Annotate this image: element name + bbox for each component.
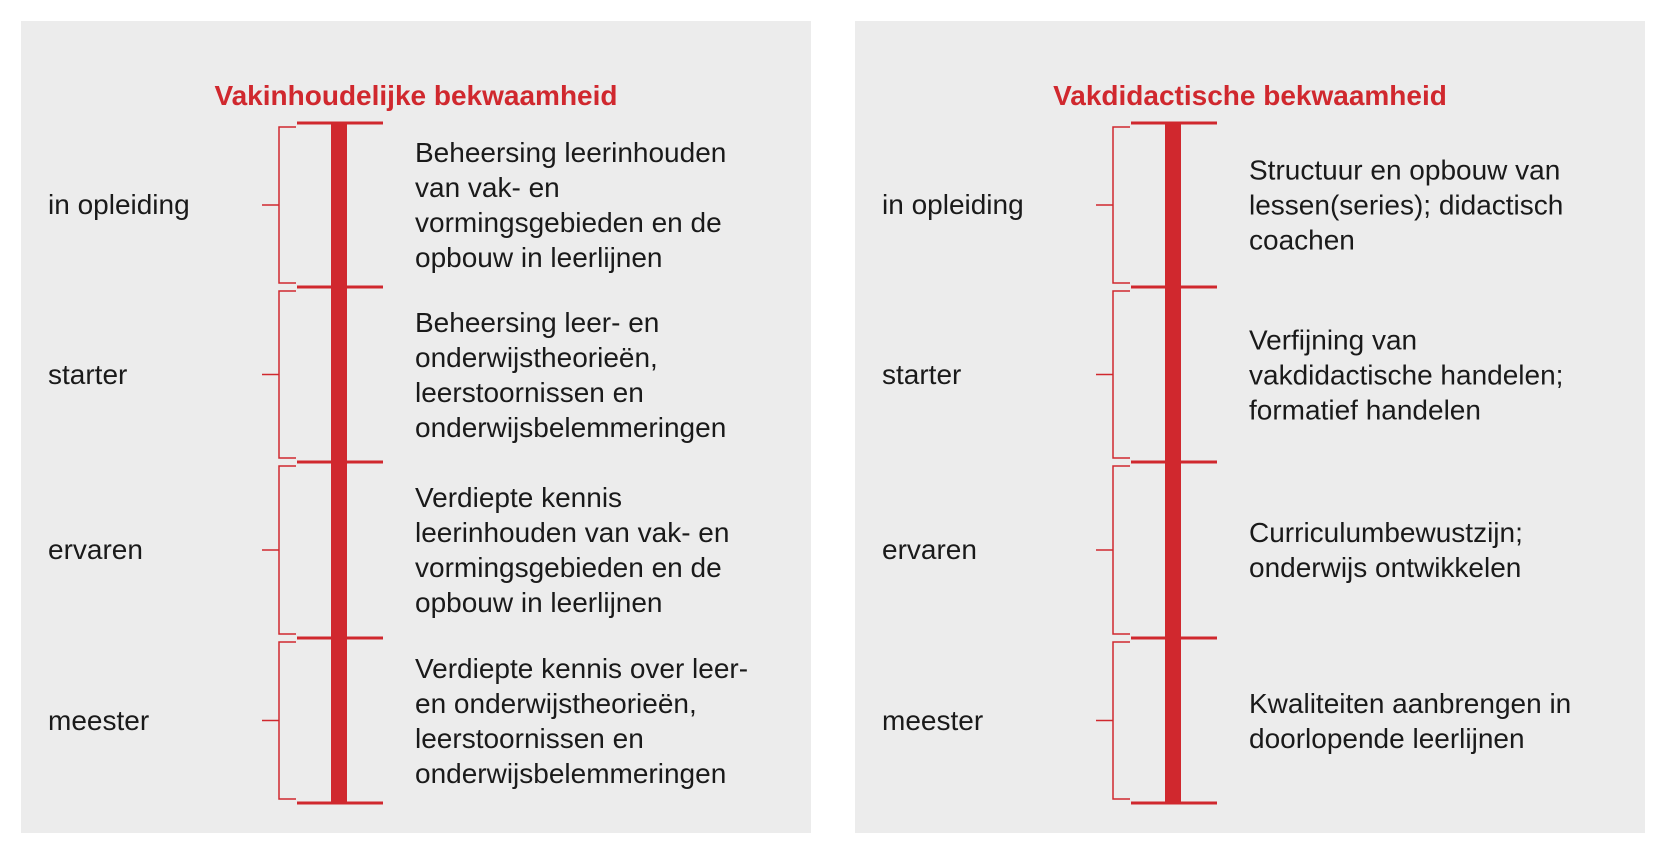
- stage-bracket: [262, 127, 296, 283]
- stage-bracket: [262, 642, 296, 799]
- stage-bracket: [1096, 291, 1130, 458]
- stage-bracket: [262, 291, 296, 458]
- stage-bracket: [262, 466, 296, 634]
- stage-description: Beheersing leerinhouden van vak- en vormingsgebieden en de opbouw in leerlijnen: [415, 137, 727, 273]
- stage-description: Verdiepte kennis leerinhouden van vak- en vormingsgebieden en de opbouw in leerlijnen: [415, 482, 730, 618]
- stage-label: in opleiding: [882, 189, 1024, 220]
- stage-bracket: [1096, 127, 1130, 283]
- stage-description: Verdiepte kennis over leer- en onderwijstheorieën, leerstoornissen en onderwijsbelemmeringen: [415, 652, 749, 789]
- stage-label: starter: [48, 358, 128, 390]
- stage-description: Kwaliteiten aanbrengen in doorlopende leerlijnen: [1249, 687, 1572, 754]
- stage-bracket: [1096, 466, 1130, 634]
- panel-title: Vakdidactische bekwaamheid: [1053, 80, 1447, 111]
- diagram-panel-vakdidactisch: [855, 21, 1645, 833]
- stage-label: in opleiding: [48, 189, 190, 220]
- stage-label: ervaren: [48, 534, 143, 565]
- stage-bracket: [1096, 642, 1130, 799]
- stage-description: Beheersing leer- en onderwijstheorieën, leerstoornissen en onderwijsbelemmeringen: [415, 306, 727, 443]
- stage-label: ervaren: [882, 534, 977, 565]
- stage-label: meester: [48, 704, 150, 736]
- panel-title: Vakinhoudelijke bekwaamheid: [214, 80, 618, 111]
- diagram-panel-vakinhoudelijk: [21, 21, 811, 833]
- stage-description: Verfijning van vakdidactische handelen; formatief handelen: [1249, 324, 1564, 425]
- stage-label: starter: [882, 358, 962, 390]
- stage-label: meester: [882, 704, 984, 736]
- stage-description: Curriculumbewustzijn; onderwijs ontwikkelen: [1249, 517, 1523, 583]
- stage-description: Structuur en opbouw van lessen(series); didactisch coachen: [1249, 154, 1564, 256]
